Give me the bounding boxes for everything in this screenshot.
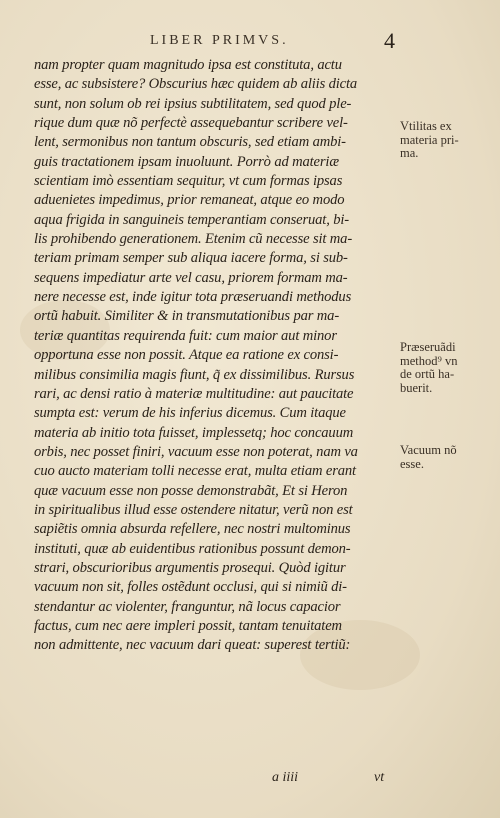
text-line: quæ vacuum esse non posse demonstrabãt, Et si Heron xyxy=(34,482,348,499)
main-text-block xyxy=(34,56,396,656)
margin-note-line: ma. xyxy=(400,146,419,160)
text-line: instituti, quæ ab euidentibus rationibus possunt demon- xyxy=(34,540,351,557)
text-line: guis tractationem ipsam inuoluunt. Porrò ad materiæ xyxy=(34,153,339,170)
text-line: rari, ac densi ratio à materiæ multitudine: aut paucitate xyxy=(34,385,354,402)
text-line: in spiritualibus illud esse ostendere nitatur, verũ non est xyxy=(34,501,353,518)
signature-mark: a iiii xyxy=(272,770,299,785)
running-title: LIBER PRIMVS. xyxy=(150,33,289,48)
text-line: sapiẽtis omnia absurda refellere, nec nostri multominus xyxy=(34,521,351,538)
text-line: sunt, non solum ob rei ipsius subtilitatem, sed quod ple- xyxy=(34,95,352,112)
text-line: rique dum quæ nõ perfectè assequebantur scribere vel- xyxy=(34,115,348,132)
text-line: milibus consimilia magis fiunt, q̃ ex dissimilibus. Rursus xyxy=(34,366,355,383)
margin-note-line: method⁹ vn xyxy=(400,353,458,368)
catchword: vt xyxy=(374,770,385,785)
text-line: opportuna esse non possit. Atque ea ratione ex consi- xyxy=(34,347,339,364)
text-line: strari, obscurioribus argumentis prosequi. Quòd igitur xyxy=(34,559,346,576)
text-line: teriam primam semper sub aliqua iacere forma, si sub- xyxy=(34,250,348,267)
running-head xyxy=(0,30,500,54)
text-line: materia ab initio tota fuisset, implessetq; hoc concauum xyxy=(34,424,354,441)
text-line: cuo aucto materiam tolli necesse erat, multa etiam erant xyxy=(34,463,356,480)
margin-note-utilitas xyxy=(400,120,496,161)
text-line: aqua frigida in sanguineis temperantiam conseruat, bi- xyxy=(34,211,349,228)
text-line: esse, ac subsistere? Obscurius hæc quidem ab aliis dicta xyxy=(34,76,358,93)
text-line: vacuum non sit, folles ostẽdunt occlusi, qui si nimiũ di- xyxy=(34,579,347,596)
page-number: 4 xyxy=(384,28,395,53)
text-line: teriæ quantitas requirenda fuit: cum maior aut minor xyxy=(34,327,337,344)
text-line: nere necesse est, inde igitur tota præseruandi methodus xyxy=(34,289,352,306)
margin-note-line: buerit. xyxy=(400,380,433,395)
text-line: aduenietes impedimus, prior remaneat, atque eo modo xyxy=(34,192,345,209)
text-line: lent, sermonibus non tantum obscuris, sed etiam ambi- xyxy=(34,134,346,151)
margin-note-line: materia pri- xyxy=(400,132,459,147)
margin-note-line: esse. xyxy=(400,456,424,471)
margin-note-line: Vacuum nõ xyxy=(400,443,457,457)
text-line: non admittente, nec vacuum dari queat: superest tertiũ: xyxy=(34,637,351,654)
margin-note-praeseruandi xyxy=(400,341,496,395)
text-line: orbis, nec posset finiri, vacuum esse non poterat, nam va xyxy=(34,443,358,460)
text-line: scientiam imò essentiam sequitur, vt cum formas ipsas xyxy=(34,173,343,190)
page-footer xyxy=(0,770,500,790)
text-line: ortũ habuit. Similiter & in transmutationibus par ma- xyxy=(34,308,340,325)
text-line: sumpta est: verum de his inferius dicemus. Cum itaque xyxy=(34,405,346,422)
margin-note-line: de ortũ ha- xyxy=(400,367,455,381)
text-line: factus, cum nec aere impleri possit, tantam tenuitatem xyxy=(34,617,342,634)
margin-note-line: Vtilitas ex xyxy=(400,119,452,133)
margin-note-vacuum xyxy=(400,444,496,471)
margin-note-line: Præseruãdi xyxy=(400,340,456,354)
text-line: nam propter quam magnitudo ipsa est constituta, actu xyxy=(34,57,342,73)
text-line: sequens impediatur arte vel casu, priorem formam ma- xyxy=(34,269,348,286)
text-line: stendantur ac violenter, franguntur, nã locus capacior xyxy=(34,598,341,615)
text-line: lis prohibendo generationem. Etenim cũ necesse sit ma- xyxy=(34,231,353,248)
